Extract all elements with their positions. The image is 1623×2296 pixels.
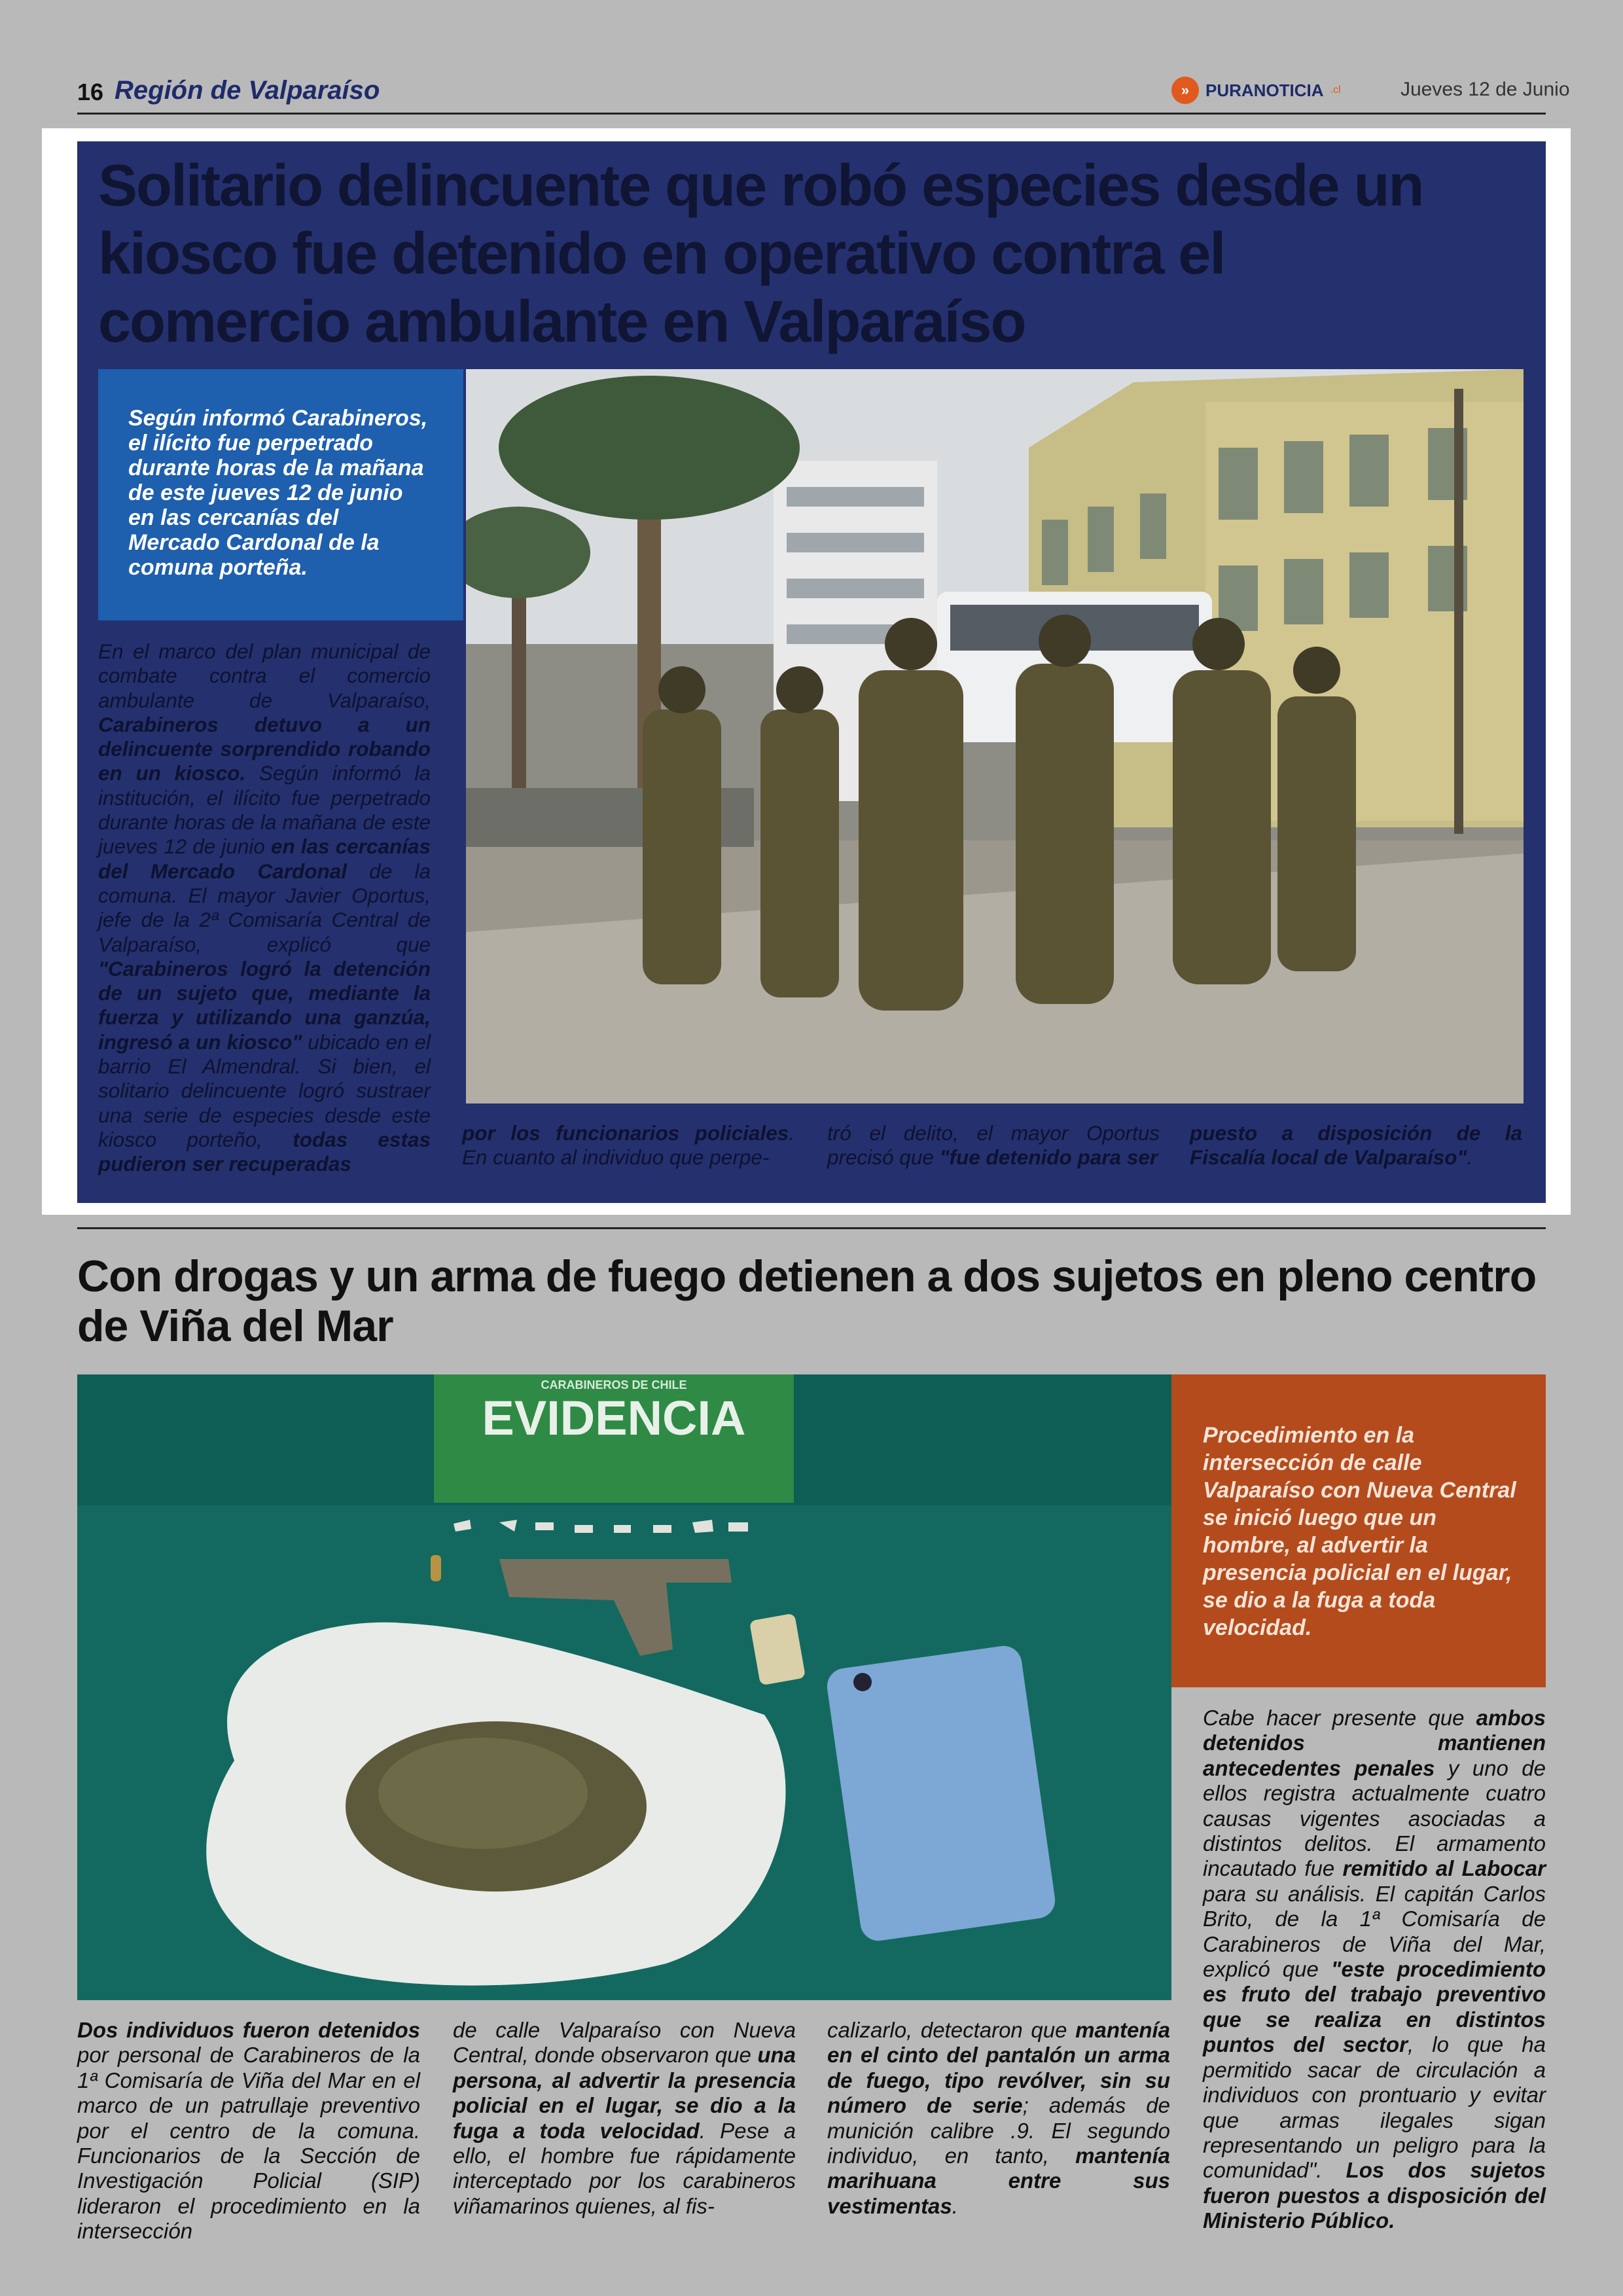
story2-summary: Procedimiento en la intersección de calle Valparaíso con Nueva Central se inició luego que un hombre, al advertir la presencia policial en el lugar, se dio a la fuga a toda velocidad. xyxy=(1203,1423,1516,1640)
story1-summary-box xyxy=(98,369,463,620)
story2-body-col4 xyxy=(1203,1706,1546,2234)
text-run: por personal de Carabineros de la 1ª Comisaría de Viña del Mar en el marco de un patrullaje preventivo por el centro de la comuna. Funcionarios de la Sección de Investigación Policial (SIP) lideraron el procedimiento en la intersección xyxy=(77,2043,420,2244)
photo-sign-text: EVIDENCIA xyxy=(482,1391,746,1445)
story2-body-col3 xyxy=(827,2018,1170,2219)
story2-body-col1 xyxy=(77,2018,420,2244)
text-run: y uno de ellos registra actualmente cuatro causas vigentes asociadas a distintos delitos. El armamento incautado fue xyxy=(1203,1755,1546,1881)
text-run-bold: puesto a disposición de la Fiscalía local de Valparaíso" xyxy=(1190,1121,1522,1170)
text-run-bold: Dos individuos fueron detenidos xyxy=(77,2018,420,2042)
brand-name: PURANOTICIA xyxy=(1205,80,1324,100)
story2-summary-box xyxy=(1171,1374,1546,1687)
text-run-bold: por los funcionarios policiales xyxy=(462,1121,789,1145)
story1-body-col2 xyxy=(462,1121,794,1170)
text-run-bold: en las cercanías del Mercado Cardonal xyxy=(98,834,431,883)
story2-photo-art xyxy=(77,1374,1171,2000)
brand-logo[interactable] xyxy=(1171,76,1341,105)
story1-headline[interactable]: Solitario delincuente que robó especies desde un kiosco fue detenido en operativo contra el comercio ambulante en Valparaíso xyxy=(98,153,1423,355)
text-run-bold: "fue detenido para ser xyxy=(939,1145,1158,1170)
page-number: 16 xyxy=(77,79,104,105)
story2-headline[interactable]: Con drogas y un arma de fuego detienen a dos sujetos en pleno centro de Viña del Mar xyxy=(77,1251,1537,1351)
text-run: . xyxy=(1467,1145,1473,1170)
text-run-bold: una persona, al advertir la presencia policial en el lugar, se dio a la fuga a toda velocidad xyxy=(453,2043,796,2143)
text-run-bold: mantenía marihuana entre sus vestimentas xyxy=(827,2144,1170,2218)
story2-photo[interactable] xyxy=(77,1374,1171,2000)
text-run: tró el delito, el mayor Oportus precisó que xyxy=(827,1121,1160,1170)
brand-tld: .cl xyxy=(1330,84,1341,96)
story1-photo-art xyxy=(466,369,1524,1103)
text-run: , lo que ha permitido sacar de circulación a individuos con prontuario y evitar que armas ilegales sigan representando un peligro para la comunidad". xyxy=(1203,2032,1546,2183)
text-run: Según informó la institución, el ilícito fue perpetrado durante horas de la mañana de este jueves 12 de junio xyxy=(98,761,431,859)
story1-summary: Según informó Carabineros, el ilícito fue perpetrado durante horas de la mañana de este jueves 12 de junio en las cercanías del Mercado Cardonal de la comuna porteña. xyxy=(128,406,428,580)
text-run-bold: "Carabineros logró la detención de un sujeto que, mediante la fuerza y utilizando una ganzúa, ingresó a un kiosco" xyxy=(98,956,431,1054)
issue-date: Jueves 12 de Junio xyxy=(1400,79,1570,100)
text-run-bold: remitido al Labocar xyxy=(1342,1856,1546,1881)
text-run-bold: mantenía en el cinto del pantalón un arma de fuego, tipo revólver, sin su número de serie xyxy=(827,2018,1170,2118)
text-run-bold: todas estas pudieron ser recuperadas xyxy=(98,1127,431,1176)
text-run: calizarlo, detectaron que xyxy=(827,2018,1076,2042)
text-run-bold: ambos detenidos mantienen antecedentes penales xyxy=(1203,1706,1546,1780)
story1-body-col4 xyxy=(1190,1121,1522,1170)
text-run: ubicado en el barrio El Almendral. Si bien, el solitario delincuente logró sustraer una serie de especies desde este kiosco porteño, xyxy=(98,1030,431,1151)
story-divider xyxy=(77,1227,1546,1229)
text-run: En el marco del plan municipal de combate contra el comercio ambulante de Valparaíso, xyxy=(98,639,431,712)
story1-photo[interactable] xyxy=(466,369,1524,1103)
text-run: . En cuanto al individuo que perpe- xyxy=(462,1121,794,1170)
text-run: ; además de munición calibre .9. El segundo individuo, en tanto, xyxy=(827,2093,1170,2168)
story2-body-col2 xyxy=(453,2018,796,2219)
text-run: Cabe hacer presente que xyxy=(1203,1706,1476,1730)
story1-body-col3 xyxy=(827,1121,1160,1170)
text-run: para su análisis. El capitán Carlos Brito, de la 1ª Comisaría de Carabineros de Viña del Mar, explicó que xyxy=(1203,1881,1546,1982)
header-rule xyxy=(77,113,1546,115)
text-run-bold: Carabineros detuvo a un delincuente sorprendido robando en un kiosco. xyxy=(98,712,431,785)
text-run-bold: "este procedimiento es fruto del trabajo preventivo que se realiza en distintos puntos del sector xyxy=(1203,1957,1546,2057)
text-run: . xyxy=(952,2193,958,2218)
story1-body-col1 xyxy=(98,639,431,1177)
text-run: de calle Valparaíso con Nueva Central, donde observaron que xyxy=(453,2018,796,2068)
text-run-bold: Los dos sujetos fueron puestos a disposición del Ministerio Público. xyxy=(1203,2158,1546,2233)
text-run: . Pese a ello, el hombre fue rápidamente interceptado por los carabineros viñamarinos quienes, al fis- xyxy=(453,2118,796,2218)
photo-sign-top-text: CARABINEROS DE CHILE xyxy=(541,1378,687,1391)
section-title: Región de Valparaíso xyxy=(115,76,380,105)
brand-arrows-icon: » xyxy=(1171,77,1199,104)
text-run: de la comuna. El mayor Javier Oportus, jefe de la 2ª Comisaría Central de Valparaíso, explicó que xyxy=(98,859,431,956)
